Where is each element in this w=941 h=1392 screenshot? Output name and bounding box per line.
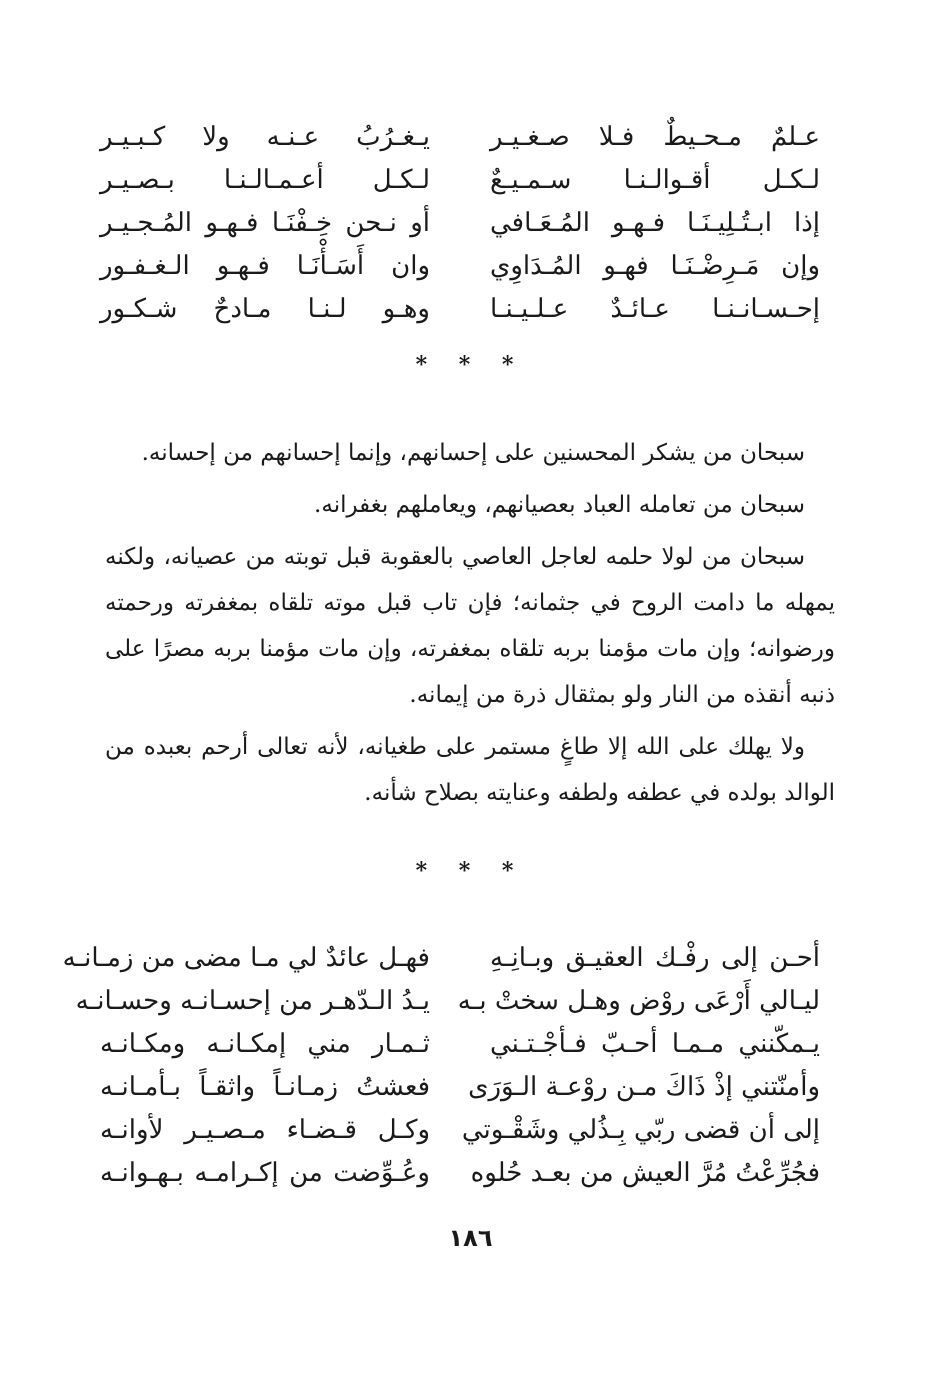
verse-first-hemistich: عـلمٌ مـحـيطٌ فـلا صـغـيـر	[490, 121, 820, 152]
verse-first-hemistich: ليـالي أَرْعَى روْض وهـل سختْ بـه	[457, 985, 820, 1016]
section-separator: * * *	[415, 352, 526, 378]
poem-verse	[100, 1065, 820, 1108]
paragraph: سبحان من لولا حلمه لعاجل العاصي بالعقوبة قبل توبته من عصيانه، ولكنه يمهله ما دامت الروح في جثمانه؛ فإن تاب قبل موته تلقاه بمغفرته ورحمته ورضوانه؛ وإن مات مؤمنا بربه تلقاه بمغفرته، وإن مات مؤمنا بربه مصرًا على ذنبه أنقذه من النار ولو بمثقال ذرة من إيمانه.	[105, 544, 835, 708]
verse-second-hemistich: وان أَسَـأْنَـا فـهـو الـغـفـور	[100, 250, 430, 281]
verse-first-hemistich: وإن مَـرِضْـنَـا فهـو المُـدَاوِي	[490, 250, 820, 281]
verse-second-hemistich: يـغـرُبُ عـنـه ولا كـبـيـر	[100, 121, 430, 152]
prose-section	[105, 430, 835, 822]
verse-second-hemistich: فهـل عائدٌ لي مـا مضى من زمـانـه	[62, 942, 430, 973]
verse-second-hemistich: وهـو لـنـا مـادحٌ شـكـور	[100, 293, 430, 324]
verse-second-hemistich: وعُـوِّضت من إكـرامـه بـهـوانـه	[100, 1157, 430, 1188]
verse-first-hemistich: لـكـل أقـوالـنـا سـمـيـعٌ	[490, 164, 820, 195]
poem-verse	[100, 287, 820, 330]
poem-verse	[100, 244, 820, 287]
verse-second-hemistich: يـدُ الـدّهـر من إحسـانـه وحسـانـه	[75, 985, 430, 1016]
poem-verse	[75, 979, 820, 1022]
verse-first-hemistich: أحـن إلى رفْـك العقيـق وبـانِـهِ	[490, 942, 820, 973]
verse-second-hemistich: ثـمـار مني إمكـانـه ومكـانـه	[100, 1028, 430, 1059]
verse-first-hemistich: يـمكّنني مـمـا أحـبّ فـأجْـتـني	[490, 1028, 820, 1059]
verse-second-hemistich: وكـل قـضـاء مـصـيـر لأوانـه	[100, 1114, 430, 1145]
poem-verse	[62, 936, 820, 979]
verse-second-hemistich: لـكـل أعـمـالـنـا بـصـيـر	[100, 164, 430, 195]
paragraph: ولا يهلك على الله إلا طاغٍ مستمر على طغيانه، لأنه تعالى أرحم بعبده من الوالد بولده في عطفه ولطفه وعنايته بصلاح شأنه.	[105, 734, 835, 806]
poem-verse	[100, 1108, 820, 1151]
verse-first-hemistich: إذا ابـتُـلِيـنَـا فـهـو المُـعَـافي	[490, 207, 820, 238]
poem-verse	[100, 115, 820, 158]
verse-second-hemistich: أو نـحن خِـفْنَـا فـهـو المُـجـيـر	[100, 207, 430, 238]
section-separator: * * *	[415, 858, 526, 884]
verse-first-hemistich: وأمنّتني إذْ ذَاكَ مـن روْعـة الـوَرَى	[468, 1071, 820, 1102]
verse-first-hemistich: إحـسـانـنـا عـائـدٌ عـلـيـنـا	[490, 293, 820, 324]
poem-bottom	[62, 936, 820, 1194]
verse-second-hemistich: فعشتُ زمـانـاً واثقـاً بـأمـانـه	[100, 1071, 430, 1102]
page-number: ١٨٦	[448, 1224, 493, 1252]
poem-top	[100, 115, 820, 330]
verse-first-hemistich: فجُرِّعْتُ مُرَّ العيش من بعـد حُلوه	[470, 1157, 820, 1188]
poem-verse	[100, 1151, 820, 1194]
poem-verse	[100, 158, 820, 201]
poem-verse	[100, 1022, 820, 1065]
paragraph: سبحان من تعامله العباد بعصيانهم، ويعاملهم بغفرانه.	[314, 492, 805, 518]
poem-verse	[100, 201, 820, 244]
paragraph: سبحان من يشكر المحسنين على إحسانهم، وإنما إحسانهم من إحسانه.	[141, 440, 805, 466]
verse-first-hemistich: إلى أن قضى ربّي بِـذُلي وشَقْـوتي	[461, 1114, 820, 1145]
